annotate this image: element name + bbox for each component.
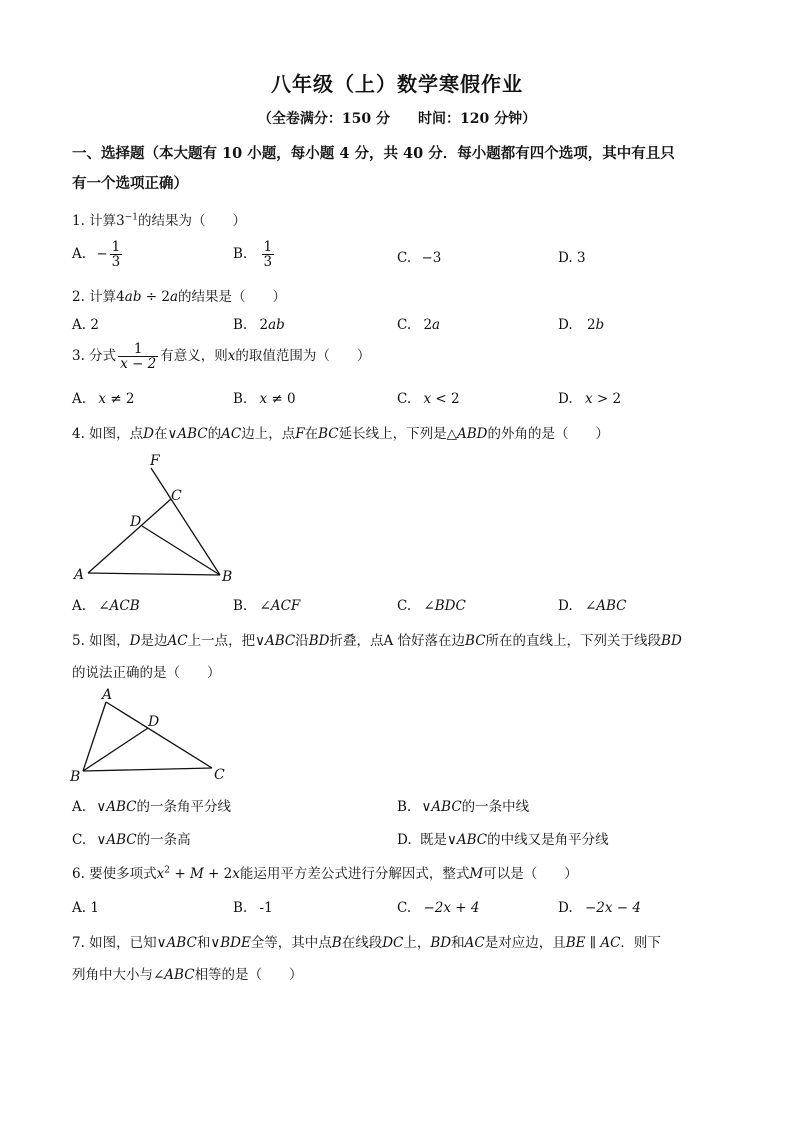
- option-var: b: [595, 317, 605, 333]
- q4-figure: [70, 448, 250, 588]
- option-label: C.: [397, 391, 412, 407]
- q4-option-c: [397, 598, 466, 614]
- fraction: [110, 240, 123, 269]
- option-var: x: [98, 391, 106, 407]
- q4-text: 的外角的是（ ）: [487, 426, 610, 442]
- sign: −: [96, 246, 108, 263]
- q5-option-d: [397, 828, 609, 848]
- option-text: ∠ABC: [584, 598, 627, 614]
- segment-ab: [88, 573, 220, 575]
- numerator: 1: [111, 239, 121, 255]
- denominator: [118, 357, 158, 371]
- option-var: ab: [268, 317, 285, 333]
- option-text: 的一条中线: [461, 799, 530, 815]
- denominator-expr: x − 2: [120, 356, 157, 373]
- option-text: 的中线又是角平分线: [487, 832, 609, 848]
- option-label: D.: [558, 250, 573, 266]
- q3-option-d: [558, 391, 621, 407]
- q5-segment: BC: [465, 633, 486, 649]
- q5-segment: AC: [167, 633, 188, 649]
- label-d: D: [130, 514, 142, 530]
- q2-option-c: [397, 317, 440, 333]
- option-label: C.: [397, 317, 412, 333]
- segment-cb: [171, 499, 220, 575]
- q7-text: 上，: [403, 935, 431, 951]
- option-label: D.: [558, 391, 573, 407]
- q7-segment: BE: [565, 935, 586, 951]
- q2-prefix: 2. 计算: [72, 289, 117, 305]
- label-b: B: [70, 769, 81, 784]
- q7-text: 和: [451, 935, 465, 951]
- option-label: A.: [72, 799, 87, 815]
- q5-text: 沿: [295, 633, 309, 649]
- option-label: A.: [72, 317, 87, 333]
- question-5-line2: 的说法正确的是（ ）: [72, 665, 221, 681]
- q4-option-b: [233, 598, 300, 614]
- q3-option-c: [397, 391, 460, 407]
- option-rel: < 2: [431, 391, 460, 407]
- q5-figure: [68, 684, 238, 784]
- page-title: 八年级（上）数学寒假作业: [271, 72, 523, 96]
- q7-text: 列角中大小与: [72, 967, 153, 983]
- q4-var: F: [295, 426, 305, 442]
- q4-var: D: [143, 426, 154, 442]
- option-label: C.: [397, 900, 412, 916]
- question-2: [72, 285, 286, 305]
- option-rel: ≠ 0: [267, 391, 296, 407]
- q7-triangle: ∨ABC: [156, 935, 197, 951]
- q5-text: 是边: [140, 633, 168, 649]
- q2-expr: 4: [116, 289, 125, 305]
- q7-angle: ∠ABC: [153, 967, 195, 983]
- q6-text: 6. 要使多项式: [72, 866, 157, 882]
- question-1: [72, 209, 246, 229]
- q5-segment: BD: [308, 633, 330, 649]
- label-c: C: [214, 767, 225, 783]
- label-a: A: [74, 567, 85, 583]
- option-label: A.: [72, 391, 87, 407]
- q6-power: 2: [164, 865, 171, 876]
- option-label: B.: [233, 391, 248, 407]
- label-a: A: [102, 687, 113, 703]
- option-label: C.: [397, 598, 412, 614]
- q4-text: 延长线上，下列是: [338, 426, 447, 442]
- q6-var: M: [469, 866, 484, 882]
- q6-var: M: [189, 866, 204, 882]
- option-text: −2x − 4: [584, 900, 641, 916]
- q3-var: x: [227, 348, 236, 365]
- q5-option-b: [397, 795, 529, 815]
- option-var: x: [584, 391, 593, 407]
- question-4: [72, 422, 609, 442]
- q5-segment: BD: [661, 633, 682, 649]
- q6-option-a: [72, 900, 99, 916]
- q7-segment: AC: [464, 935, 485, 951]
- q4-text: 在: [304, 426, 319, 442]
- question-7: [72, 931, 661, 951]
- option-triangle: ∨ABC: [446, 832, 488, 848]
- question-5: [72, 629, 682, 649]
- q2-option-b: [233, 317, 285, 333]
- q7-triangle: ∨BDE: [210, 935, 251, 951]
- q3-fraction: [118, 342, 158, 371]
- q6-var: x: [156, 866, 165, 882]
- label-f: F: [150, 453, 160, 469]
- option-label: B.: [233, 246, 248, 263]
- q1-option-c: [397, 250, 441, 266]
- q4-triangle: △ABD: [446, 426, 488, 442]
- q1-option-b: [233, 240, 276, 269]
- denominator: 3: [111, 254, 121, 271]
- label-c: C: [171, 488, 182, 504]
- label-d: D: [148, 714, 160, 730]
- q7-var: B: [331, 935, 342, 951]
- option-rel: ≠ 2: [105, 391, 135, 407]
- q1-suffix: 的结果为（ ）: [138, 213, 247, 229]
- q7-parallel: ∥: [585, 935, 601, 951]
- option-text: ∠ACB: [98, 598, 140, 614]
- option-label: D.: [558, 598, 573, 614]
- q5-text: 上一点，把: [187, 633, 256, 649]
- q2-expr-var: ab: [124, 289, 142, 305]
- numerator: 1: [263, 239, 273, 255]
- q7-text: 和: [196, 935, 211, 951]
- q7-segment: BD: [430, 935, 452, 951]
- option-text: −2x + 4: [423, 900, 480, 916]
- q3-suffix: 的取值范围为（ ）: [235, 348, 371, 365]
- segment-bd: [142, 526, 220, 575]
- question-7-line2: [72, 963, 303, 983]
- option-triangle: ∨ABC: [96, 799, 137, 815]
- q1-option-a: [72, 240, 124, 269]
- q6-option-c: [397, 900, 479, 916]
- q2-option-a: [72, 317, 99, 333]
- q4-option-d: [558, 598, 627, 614]
- section-heading-line2: 有一个选项正确）: [72, 175, 188, 192]
- option-coef: 2: [423, 317, 433, 333]
- option-label: B.: [233, 598, 248, 614]
- q5-option-c: [72, 828, 191, 848]
- q5-option-a: [72, 795, 231, 815]
- q2-option-d: [558, 317, 604, 333]
- option-text: ∠ACF: [259, 598, 301, 614]
- q7-text: 7. 如图，已知: [72, 935, 157, 951]
- option-var: x: [259, 391, 268, 407]
- option-text: 1: [90, 900, 99, 916]
- option-var: a: [432, 317, 441, 333]
- option-text: -1: [259, 900, 273, 916]
- q7-text: ．则下: [620, 935, 661, 951]
- option-triangle: ∨ABC: [96, 832, 137, 848]
- q1-exponent: −1: [124, 212, 139, 223]
- q6-op: + 2: [203, 866, 233, 882]
- q3-option-b: [233, 391, 296, 407]
- q5-text: 所在的直线上，下列关于线段: [485, 633, 662, 649]
- q5-text: 折叠，点A 恰好落在边: [329, 633, 466, 649]
- q6-text: 可以是（ ）: [483, 866, 578, 882]
- option-label: D.: [558, 317, 573, 333]
- q4-segment: BC: [318, 426, 339, 442]
- q4-text: 在: [154, 426, 168, 442]
- exam-info: （全卷满分：150 分 时间：120 分钟）: [257, 111, 537, 127]
- q1-prefix: 1. 计算: [72, 213, 117, 229]
- option-text: 的一条高: [136, 832, 191, 848]
- q4-triangle: ∨ABC: [167, 426, 208, 442]
- option-var: x: [423, 391, 432, 407]
- q7-segment: AC: [600, 935, 621, 951]
- q7-text: 全等，其中点: [250, 935, 332, 951]
- fraction: [262, 240, 275, 269]
- option-label: B.: [233, 317, 248, 333]
- option-label: D.: [397, 832, 412, 848]
- q5-triangle: ∨ABC: [255, 633, 296, 649]
- segment-ab: [83, 702, 106, 771]
- q3-mid: 有意义，则: [160, 348, 228, 365]
- option-text: ∠BDC: [423, 598, 466, 614]
- option-label: A.: [72, 246, 87, 263]
- option-text: 的一条角平分线: [136, 799, 231, 815]
- q2-suffix: 的结果是（ ）: [178, 289, 287, 305]
- option-triangle: ∨ABC: [421, 799, 462, 815]
- q6-text: 能运用平方差公式进行分解因式，整式: [239, 866, 470, 882]
- segment-bc: [83, 768, 212, 771]
- q4-segment: AC: [221, 426, 242, 442]
- q5-var: D: [129, 633, 141, 649]
- option-label: B.: [233, 900, 248, 916]
- q7-text: 相等的是（ ）: [194, 967, 303, 983]
- option-text: −3: [421, 250, 442, 266]
- q3-prefix: 3. 分式: [72, 348, 117, 365]
- option-rel: > 2: [592, 391, 622, 407]
- q4-text: 的: [207, 426, 222, 442]
- segment-bd: [83, 728, 148, 771]
- option-coef: 2: [259, 317, 269, 333]
- q4-option-a: [72, 598, 140, 614]
- q6-op: +: [170, 866, 190, 882]
- option-label: A.: [72, 598, 87, 614]
- q7-segment: DC: [382, 935, 404, 951]
- section-heading-line1: 一、选择题（本大题有 10 小题，每小题 4 分，共 40 分．每小题都有四个选项，其中有且只: [72, 145, 675, 162]
- q3-option-a: [72, 391, 134, 407]
- option-text: 2: [90, 317, 99, 333]
- q1-option-d: [558, 250, 586, 266]
- q2-expr-var2: a: [169, 289, 179, 305]
- option-prefix: 既是: [419, 832, 447, 848]
- numerator: 1: [118, 342, 158, 357]
- q1-base: 3: [116, 213, 125, 229]
- denominator: 3: [263, 254, 273, 271]
- question-6: [72, 862, 578, 882]
- q4-text: 边上，点: [241, 426, 296, 442]
- q2-expr-op: ÷ 2: [141, 289, 170, 305]
- q6-option-d: [558, 900, 641, 916]
- option-label: A.: [72, 900, 87, 916]
- option-coef: 2: [586, 317, 596, 333]
- question-3: [72, 342, 370, 371]
- q6-option-b: [233, 900, 273, 916]
- segment-ac: [106, 702, 212, 768]
- option-label: C.: [397, 250, 412, 266]
- option-label: D.: [558, 900, 573, 916]
- q7-text: 在线段: [341, 935, 383, 951]
- option-label: B.: [397, 799, 412, 815]
- q6-var: x: [232, 866, 240, 882]
- option-text: 3: [576, 250, 586, 266]
- q4-text: 4. 如图，点: [72, 426, 144, 442]
- option-label: C.: [72, 832, 87, 848]
- label-b: B: [222, 569, 233, 585]
- q7-text: 是对应边，且: [484, 935, 566, 951]
- q5-text: 5. 如图，: [72, 633, 130, 649]
- segment-cf: [151, 468, 171, 499]
